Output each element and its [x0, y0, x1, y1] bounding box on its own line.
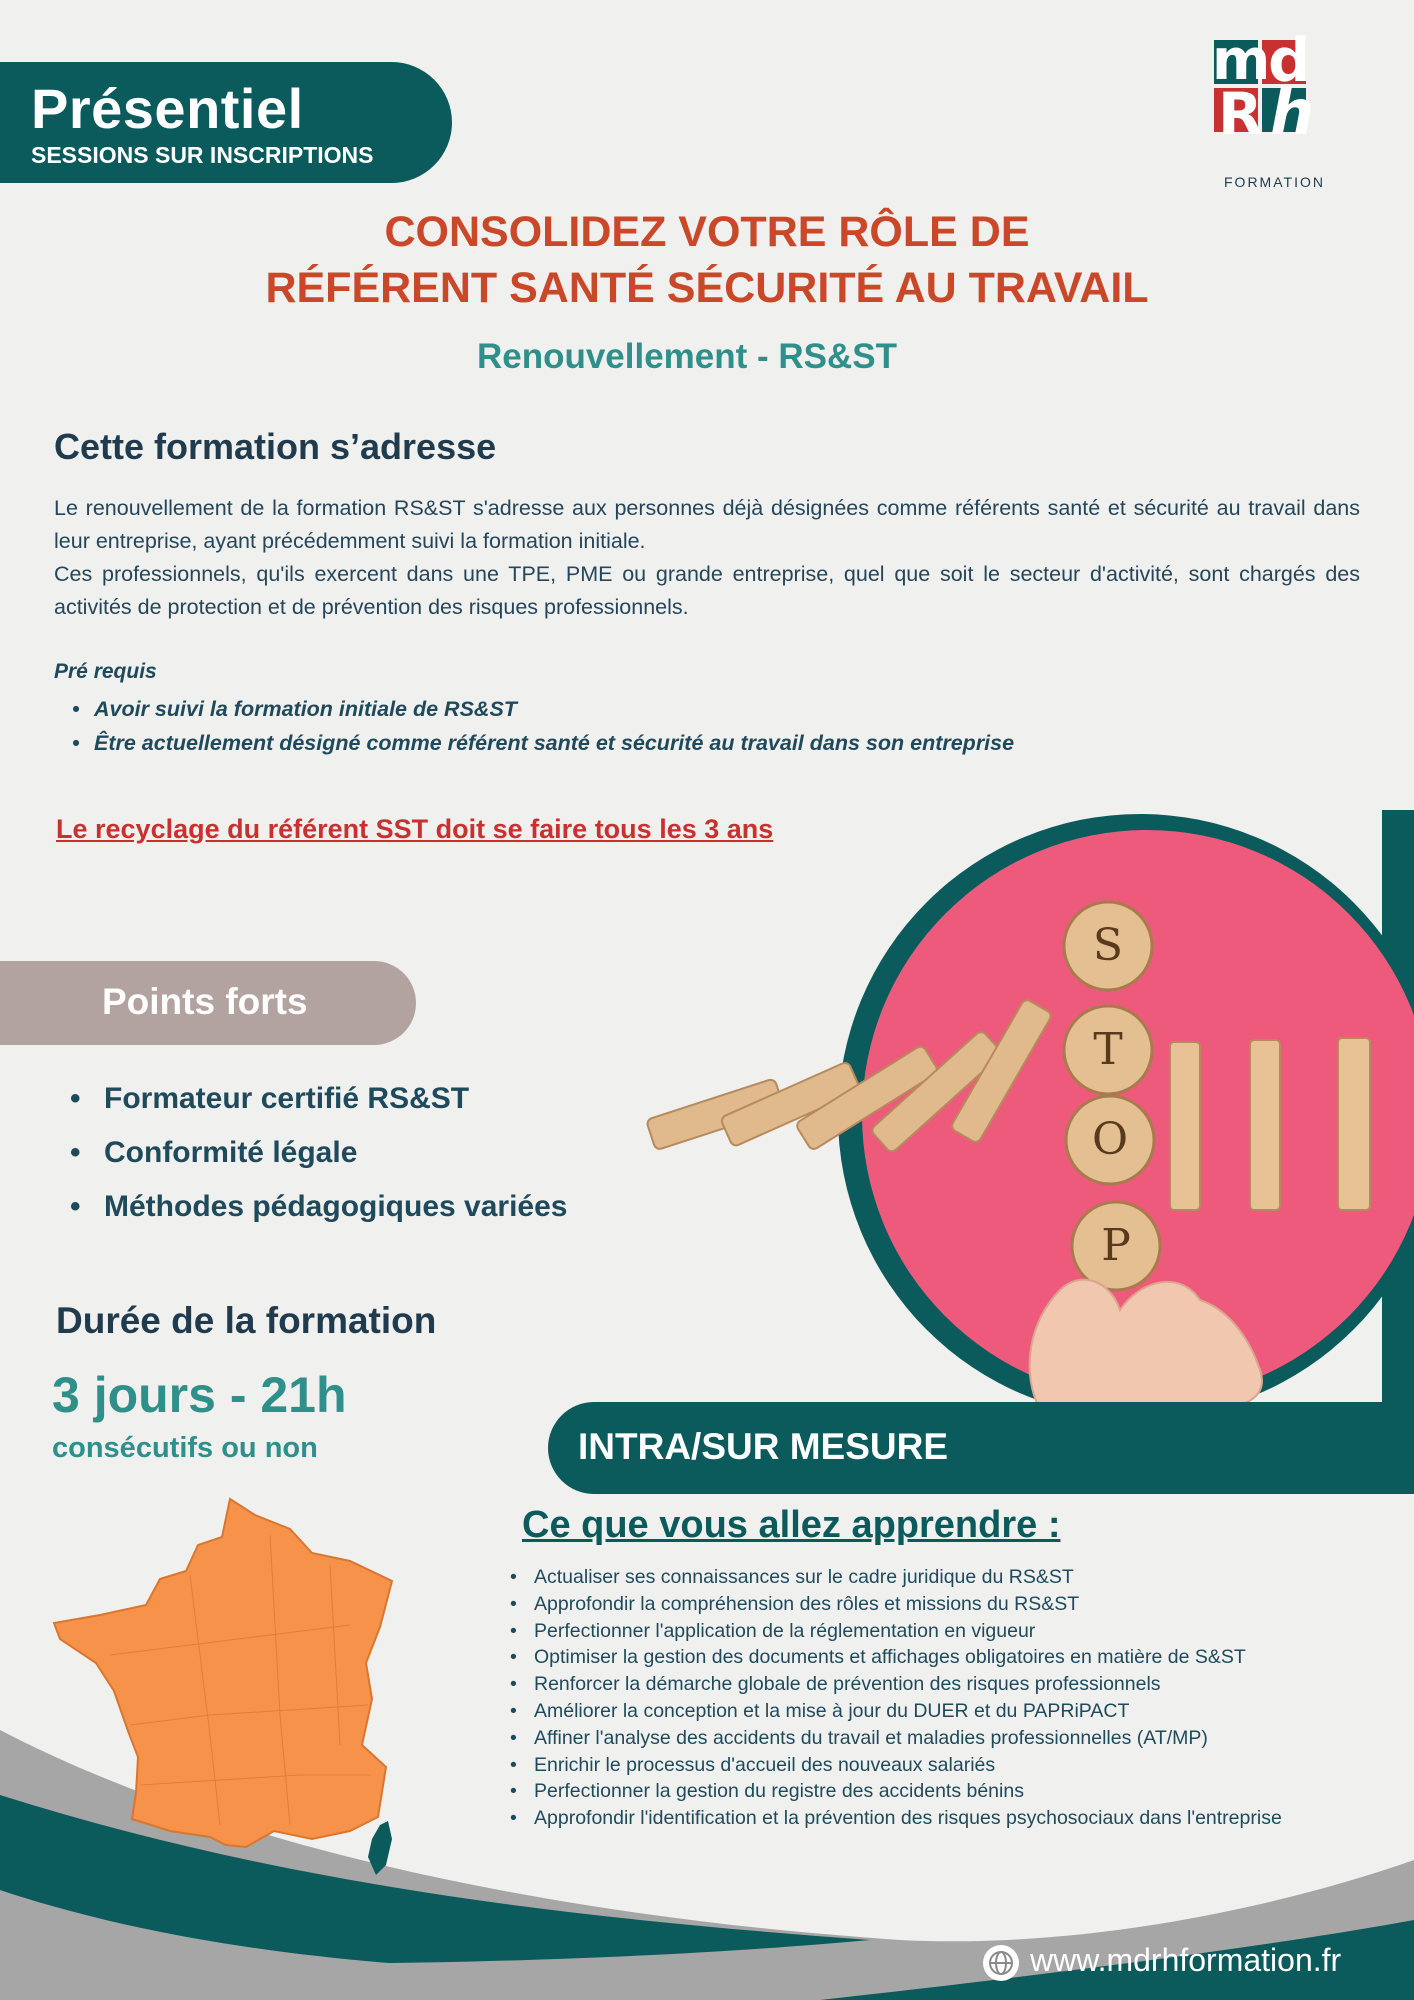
title-line-2: RÉFÉRENT SANTÉ SÉCURITÉ AU TRAVAIL [265, 264, 1149, 312]
mdrh-logo [1210, 26, 1346, 192]
stop-letter-t: T [1093, 1024, 1123, 1075]
prerequisite-item: • Avoir suivi la formation initiale de RS&ST [72, 692, 1014, 726]
learning-item: • Actualiser ses connaissances sur le cadre juridique du RS&ST [508, 1564, 1282, 1591]
prerequisite-item: • Être actuellement désigné comme référent santé et sécurité au travail dans son entreprise [72, 726, 1014, 760]
strength-item: • Formateur certifié RS&ST [70, 1072, 567, 1126]
learning-list [508, 1564, 1282, 1832]
logo-letter-r: R [1218, 80, 1263, 148]
strengths-heading: Points forts [102, 981, 308, 1022]
learning-heading: Ce que vous allez apprendre : [522, 1504, 1061, 1546]
stop-letter-o: O [1091, 1114, 1129, 1165]
learning-item: • Perfectionner la gestion du registre des accidents bénins [508, 1778, 1282, 1805]
audience-paragraph-1: Le renouvellement de la formation RS&ST s'adresse aux personnes déjà désignées comme référents santé et sécurité au travail dans leur entreprise, ayant précédemment suivi la formation initiale. [54, 496, 1360, 553]
audience-paragraph-2: Ces professionnels, qu'ils exercent dans une TPE, PME ou grande entreprise, quel que soit le secteur d'activité, sont chargés des activités de protection et de prévention des risques professionnels. [54, 562, 1360, 619]
duration-heading: Durée de la formation [56, 1300, 437, 1341]
website-link[interactable]: www.mdrhformation.fr [1030, 1942, 1342, 1978]
learning-item: • Approfondir la compréhension des rôles et missions du RS&ST [508, 1591, 1282, 1618]
title-line-1: CONSOLIDEZ VOTRE RÔLE DE [384, 208, 1030, 256]
prerequisites-label: Pré requis [54, 660, 157, 683]
intra-banner [548, 1402, 1414, 1494]
recycling-note: Le recyclage du référent SST doit se faire tous les 3 ans [56, 814, 774, 844]
mode-banner [0, 62, 452, 183]
logo-tagline: FORMATION [1224, 174, 1325, 190]
strength-item: • Conformité légale [70, 1126, 567, 1180]
stop-dominoes-photo [640, 810, 1414, 1410]
logo-letter-h: h [1270, 76, 1315, 149]
learning-item: • Enrichir le processus d'accueil des nouveaux salariés [508, 1752, 1282, 1779]
learning-item: • Optimiser la gestion des documents et affichages obligatoires en matière de S&ST [508, 1644, 1282, 1671]
learning-item: • Approfondir l'identification et la prévention des risques psychosociaux dans l'entreprise [508, 1805, 1282, 1832]
learning-item: • Perfectionner l'application de la réglementation en vigueur [508, 1618, 1282, 1645]
globe-icon [982, 1944, 1020, 1982]
prerequisites-list [72, 692, 1014, 760]
mode-label: Présentiel [31, 77, 304, 140]
learning-item: • Améliorer la conception et la mise à jour du DUER et du PAPRiPACT [508, 1698, 1282, 1725]
stop-letter-s: S [1092, 920, 1124, 971]
duration-value: 3 jours - 21h [52, 1367, 347, 1423]
intra-label: INTRA/SUR MESURE [578, 1426, 949, 1467]
learning-item: • Renforcer la démarche globale de prévention des risques professionnels [508, 1671, 1282, 1698]
stop-letter-p: P [1101, 1220, 1131, 1271]
strength-item: • Méthodes pédagogiques variées [70, 1180, 567, 1234]
strengths-list [70, 1072, 567, 1234]
subtitle: Renouvellement - RS&ST [476, 337, 898, 376]
sessions-label: SESSIONS SUR INSCRIPTIONS [31, 142, 374, 168]
audience-heading: Cette formation s’adresse [54, 426, 497, 467]
duration-note: consécutifs ou non [52, 1432, 318, 1464]
france-map [50, 1495, 410, 1885]
learning-item: • Affiner l'analyse des accidents du travail et maladies professionnelles (AT/MP) [508, 1725, 1282, 1752]
logo-letter-m: m [1212, 28, 1271, 93]
strengths-tab [0, 961, 416, 1045]
logo-letter-d: d [1268, 26, 1311, 96]
